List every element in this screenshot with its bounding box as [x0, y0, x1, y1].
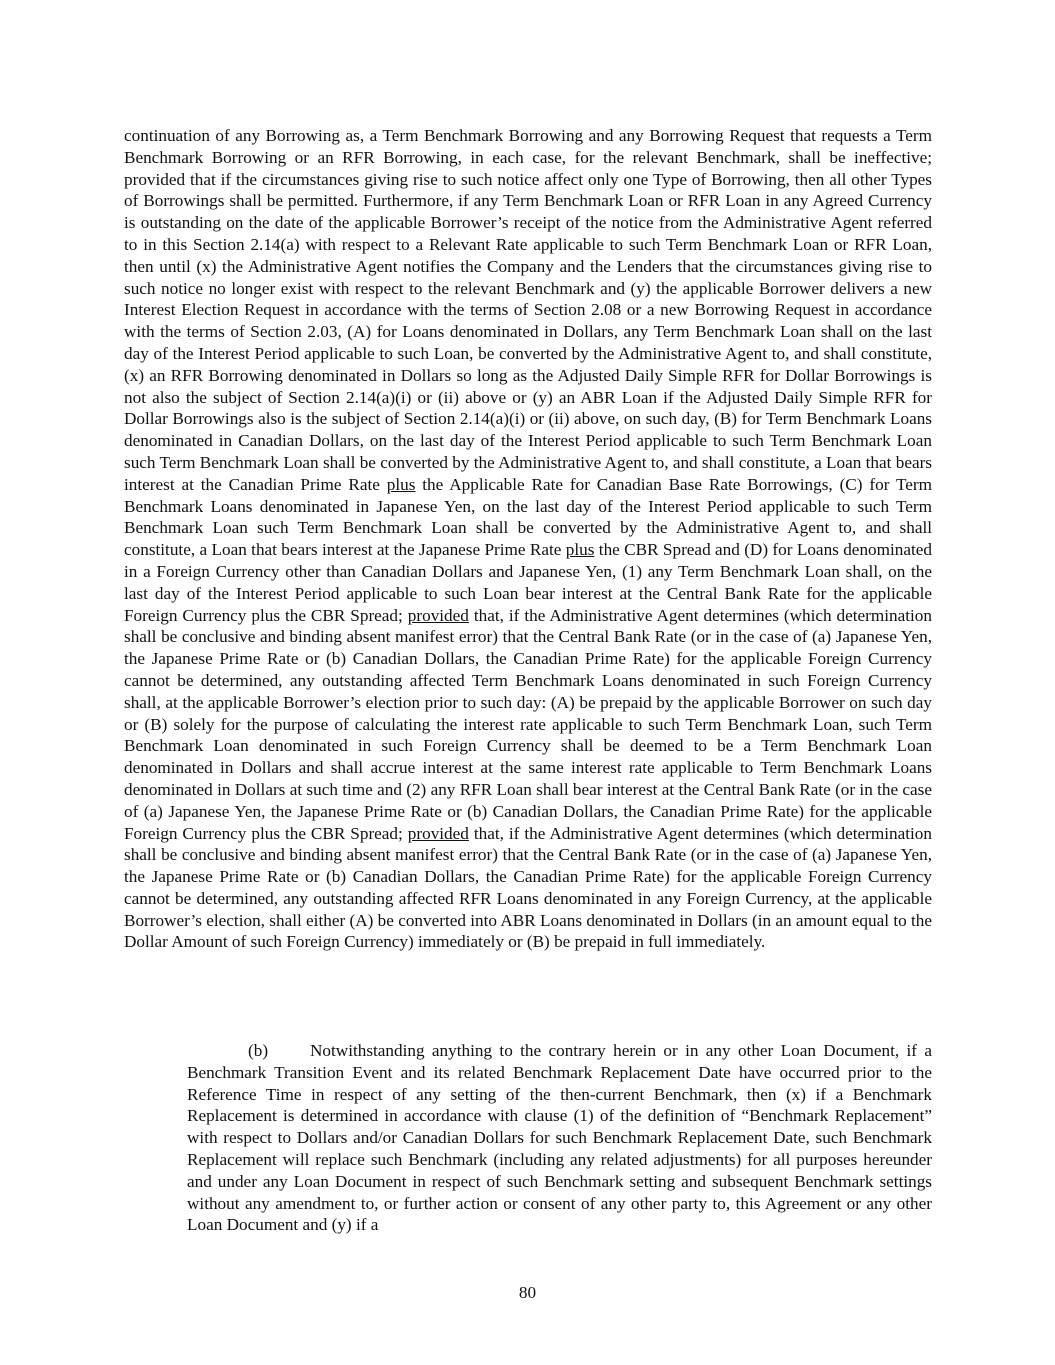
page-number: 80 — [518, 1283, 537, 1302]
text-segment: the CBR Spread and (D) for Loans denominated in a Foreign Currency other than Canadian Dollars and Japanese Yen, (1) any Term Benchmark Loan shall, on the last day of the Interest Period applicable to such Loan bear interest at the Central Bank Rate for the applicable Foreign Currency plus the CBR Spread; — [124, 540, 932, 625]
body-paragraph-continuation — [124, 125, 932, 953]
clause-b-paragraph — [187, 1040, 932, 1236]
text-segment: continuation of any Borrowing as, a Term Benchmark Borrowing and any Borrowing Request that requests a Term Benchmark Borrowing or an RFR Borrowing, in each case, for the relevant Benchmark, shall be ineffective; provided that if the circumstances giving rise to such notice affect only one Type of Borrowing, then all other Types of Borrowings shall be permitted. Furthermore, if any Term Benchmark Loan or RFR Loan in any Agreed Currency is outstanding on the date of the applicable Borrower’s receipt of the notice from the Administrative Agent referred to in this Section 2.14(a) with respect to a Relevant Rate applicable to such Term Benchmark Loan or RFR Loan, then until (x) the Administrative Agent notifies the Company and the Lenders that the circumstances giving rise to such notice no longer exist with respect to the relevant Benchmark and (y) the applicable Borrower delivers a new Interest Election Request in accordance with the terms of Section 2.08 or a new Borrowing Request in accordance with the terms of Section 2.03, (A) for Loans denominated in Dollars, any Term Benchmark Loan shall on the last day of the Interest Period applicable to such Loan, be converted by the Administrative Agent to, and shall constitute, (x) an RFR Borrowing denominated in Dollars so long as the Adjusted Daily Simple RFR for Dollar Borrowings is not also the subject of Section 2.14(a)(i) or (ii) above or (y) an ABR Loan if the Adjusted Daily Simple RFR for Dollar Borrowings also is the subject of Section 2.14(a)(i) or (ii) above, on such day, (B) for Term Benchmark Loans denominated in Canadian Dollars, on the last day of the Interest Period applicable to such Term Benchmark Loan such Term Benchmark Loan shall be converted by the Administrative Agent to, and shall constitute, a Loan that bears interest at the Canadian Prime Rate — [124, 126, 932, 494]
underlined-term-provided: provided — [407, 823, 469, 843]
underlined-term-plus: plus — [386, 474, 416, 494]
underlined-term-plus: plus — [565, 540, 595, 560]
text-segment: that, if the Administrative Agent determines (which determination shall be conclusive and binding absent manifest error) that the Central Bank Rate (or in the case of (a) Japanese Yen, the Japanese Prime Rate or (b) Canadian Dollars, the Canadian Prime Rate) for the applicable Foreign Currency cannot be determined, any outstanding affected Term Benchmark Loans denominated in such Foreign Currency shall, at the applicable Borrower’s election prior to such day: (A) be prepaid by the applicable Borrower on such day or (B) solely for the purpose of calculating the interest rate applicable to such Term Benchmark Loan, such Term Benchmark Loan denominated in such Foreign Currency shall be deemed to be a Term Benchmark Loan denominated in Dollars and shall accrue interest at the same interest rate applicable to Term Benchmark Loans denominated in Dollars at such time and (2) any RFR Loan shall bear interest at the Central Bank Rate (or in the case of (a) Japanese Yen, the Japanese Prime Rate or (b) Canadian Dollars, the Canadian Prime Rate) for the applicable Foreign Currency plus the CBR Spread; — [124, 605, 932, 843]
text-segment: the Applicable Rate for Canadian Base Rate Borrowings, (C) for Term Benchmark Loans denominated in Japanese Yen, on the last day of the Interest Period applicable to such Term Benchmark Loan such Term Benchmark Loan shall be converted by the Administrative Agent to, and shall constitute, a Loan that bears interest at the Japanese Prime Rate — [124, 474, 933, 560]
underlined-term-provided: provided — [407, 605, 469, 625]
clause-b-text: Notwithstanding anything to the contrary herein or in any other Loan Document, if a Benchmark Transition Event and its related Benchmark Replacement Date have occurred prior to the Reference Time in respect of any setting of the then-current Benchmark, then (x) if a Benchmark Replacement is determined in accordance with clause (1) of the definition of “Benchmark Replacement” with respect to Dollars and/or Canadian Dollars for such Benchmark Replacement Date, such Benchmark Replacement will replace such Benchmark (including any related adjustments) for all purposes hereunder and under any Loan Document in respect of such Benchmark setting and subsequent Benchmark settings without any amendment to, or further action or consent of any other party to, this Agreement or any other Loan Document and (y) if a — [187, 1041, 932, 1235]
clause-label: (b) — [248, 1041, 269, 1060]
text-segment: that, if the Administrative Agent determines (which determination shall be conclusive and binding absent manifest error) that the Central Bank Rate (or in the case of (a) Japanese Yen, the Japanese Prime Rate or (b) Canadian Dollars, the Canadian Prime Rate) for the applicable Foreign Currency cannot be determined, any outstanding affected RFR Loans denominated in any Foreign Currency, at the applicable Borrower’s election, shall either (A) be converted into ABR Loans denominated in Dollars (in an amount equal to the Dollar Amount of such Foreign Currency) immediately or (B) be prepaid in full immediately. — [124, 823, 932, 952]
